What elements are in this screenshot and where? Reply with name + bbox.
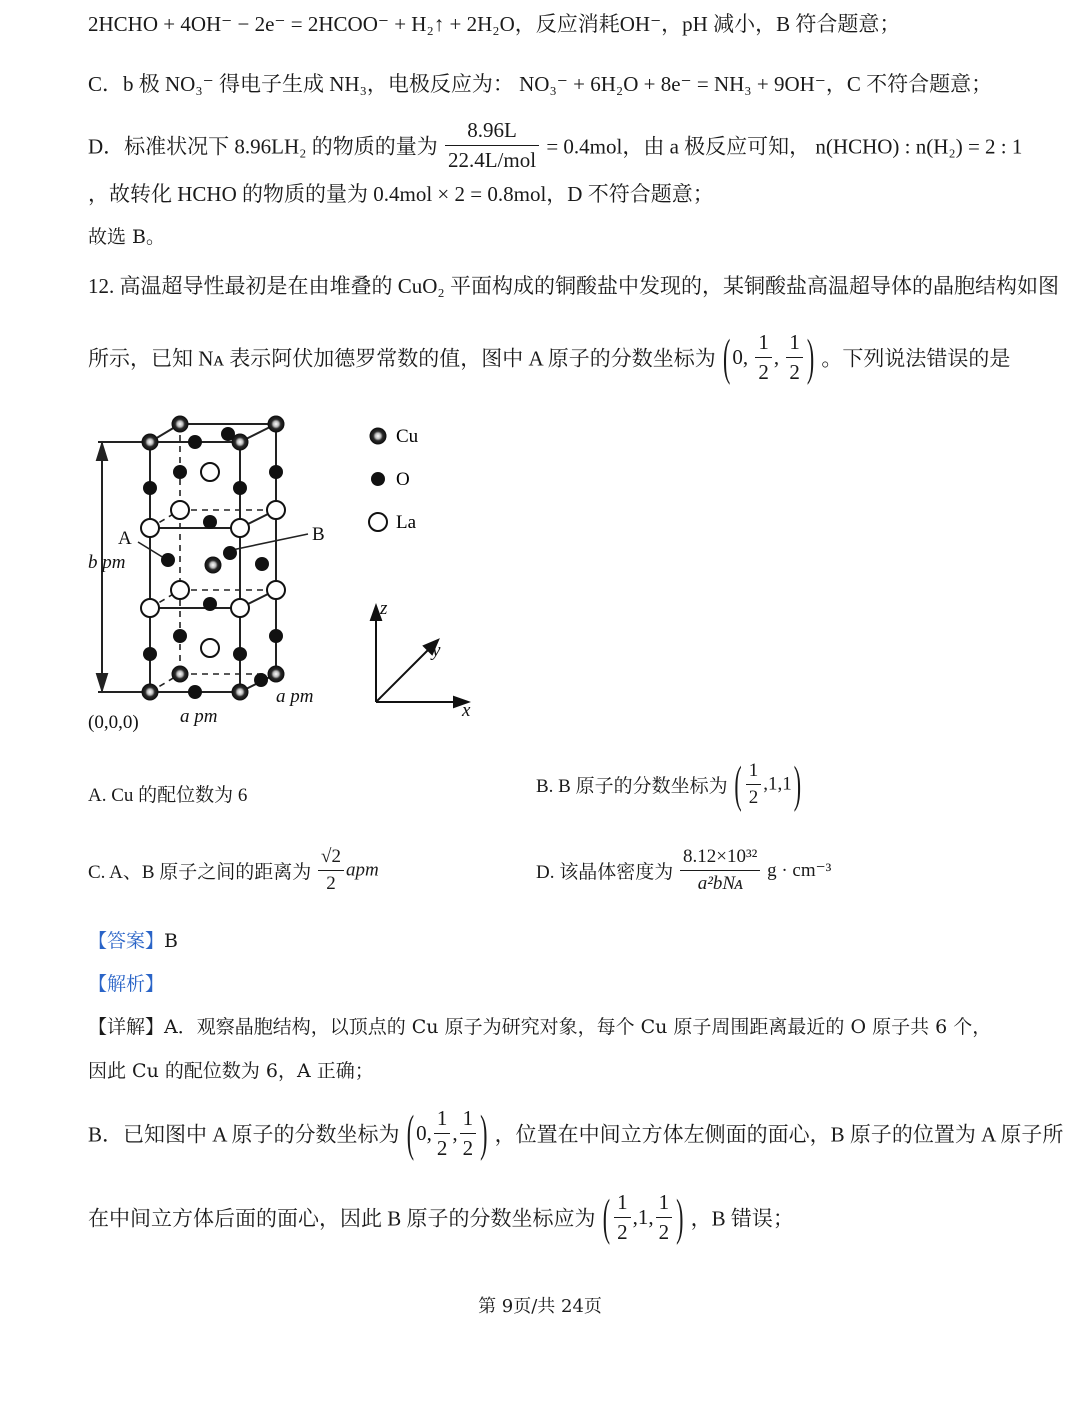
option-c-suffix: apm <box>345 859 379 881</box>
detail-3a: B．已知图中 A 原子的分数坐标为 <box>88 1122 400 1147</box>
option-b: B. B 原子的分数坐标为 ( $\frac{1}{2}$ ,1,1) <box>536 754 802 813</box>
detail-line-4: 在中间立方体后面的面心，因此 B 原子的分数坐标应为 ( $\frac{1}{2}$ ,1, $\frac{1}{2}$ ) ，B 错误； <box>88 1187 794 1246</box>
d-text-a: D．标准状况下 8.96LH₂ 的物质的量为 <box>88 134 438 159</box>
page-footer: 第 9页/共 24页 <box>478 1296 602 1317</box>
answer-value: B <box>164 930 178 952</box>
detail-3b: ，位置在中间立方体左侧面的面心，B 原子的位置为 A 原子所 <box>494 1122 1064 1147</box>
axis-y: y <box>432 640 441 661</box>
b-dimension-label: b pm <box>88 552 126 573</box>
detail-line-3: B．已知图中 A 原子的分数坐标为 (0, $\frac{1}{2}$ , $\frac{1}{2}$ ) ，位置在中间立方体左侧面的面心，B 原子的位置为 A 原子所 <box>88 1103 1064 1162</box>
a-bottom-label: a pm <box>180 706 218 727</box>
option-d-suffix: g · cm⁻³ <box>767 860 832 881</box>
answer-label: 【答案】 <box>88 930 165 952</box>
a-side-label: a pm <box>276 686 314 707</box>
d-frac-den: 22.4L/mol <box>447 148 537 172</box>
label-b: B <box>312 524 325 545</box>
choose-b: 故选 B。 <box>88 226 166 248</box>
option-d <box>536 846 831 895</box>
option-d-prefix: D. 该晶体密度为 <box>536 862 674 883</box>
option-c-explanation: C．b 极 NO₃⁻ 得电子生成 NH₃，电极反应为： NO₃⁻ + 6H₂O + 8e⁻ = NH₃ + 9OH⁻，C 不符合题意； <box>88 72 993 96</box>
option-d-continued: ，故转化 HCHO 的物质的量为 0.4mol × 2 = 0.8mol，D 不符合题意； <box>88 182 714 206</box>
legend-cu: Cu <box>396 426 419 447</box>
legend-o: O <box>396 469 410 490</box>
legend-la: La <box>396 512 417 533</box>
detail-line-2: 因此 Cu 的配位数为 6，A 正确； <box>88 1060 374 1082</box>
paren-close: ) <box>806 327 815 386</box>
axis-x: x <box>462 700 471 721</box>
axes-diagram <box>371 606 468 707</box>
detail-4a: 在中间立方体后面的面心，因此 B 原子的分数坐标应为 <box>88 1206 596 1231</box>
analysis-label: 【解析】 <box>88 973 165 995</box>
option-b-prefix: B. B 原子的分数坐标为 <box>536 776 728 797</box>
q12-text: 所示，已知 Nᴀ 表示阿伏加德罗常数的值，图中 A 原子的分数坐标为 <box>88 346 716 371</box>
detail-4b: ，B 错误； <box>690 1206 794 1231</box>
origin-label: (0,0,0) <box>88 712 139 733</box>
unit-cell-figure <box>80 410 500 740</box>
answer-line <box>88 932 178 951</box>
legend <box>369 426 419 533</box>
label-a: A <box>118 528 132 549</box>
option-a: A. Cu 的配位数为 6 <box>88 785 248 806</box>
equation-line-1: 2HCHO + 4OH⁻ − 2e⁻ = 2HCOO⁻ + H₂↑ + 2H₂O，反应消耗OH⁻，pH 减小，B 符合题意； <box>88 12 901 36</box>
option-c: C. A、B 原子之间的距离为 $\frac{√2}{2}$ apm <box>88 846 379 894</box>
d-text-b: = 0.4mol，由 a 极反应可知， n(HCHO) : n(H₂) = 2 : 1 <box>546 134 1023 159</box>
d-fraction <box>445 118 539 173</box>
option-d-den: a²bNᴀ <box>697 873 743 894</box>
question-12-line-1: 12. 高温超导性最初是在由堆叠的 CuO₂ 平面构成的铜酸盐中发现的，某铜酸盐高温超导体的晶胞结构如图 <box>88 274 1059 298</box>
d-frac-num: 8.96L <box>445 118 539 146</box>
option-c-prefix: C. A、B 原子之间的距离为 <box>88 862 312 883</box>
option-d-num: 8.12×10³² <box>680 846 760 871</box>
option-d-explanation <box>88 118 1022 173</box>
paren-open: ( <box>722 327 731 386</box>
axis-z: z <box>380 598 388 619</box>
q12-text-end: 。下列说法错误的是 <box>821 346 1011 371</box>
detail-line-1: 【详解】A．观察晶胞结构，以顶点的 Cu 原子为研究对象，每个 Cu 原子周围距离最近的 O 原子共 6 个， <box>88 1016 992 1038</box>
question-12-line-2: 所示，已知 Nᴀ 表示阿伏加德罗常数的值，图中 A 原子的分数坐标为 (0, $\frac{1}{2}$ , $\frac{1}{2}$ ) 。下列说法错误的是 <box>88 330 1010 385</box>
